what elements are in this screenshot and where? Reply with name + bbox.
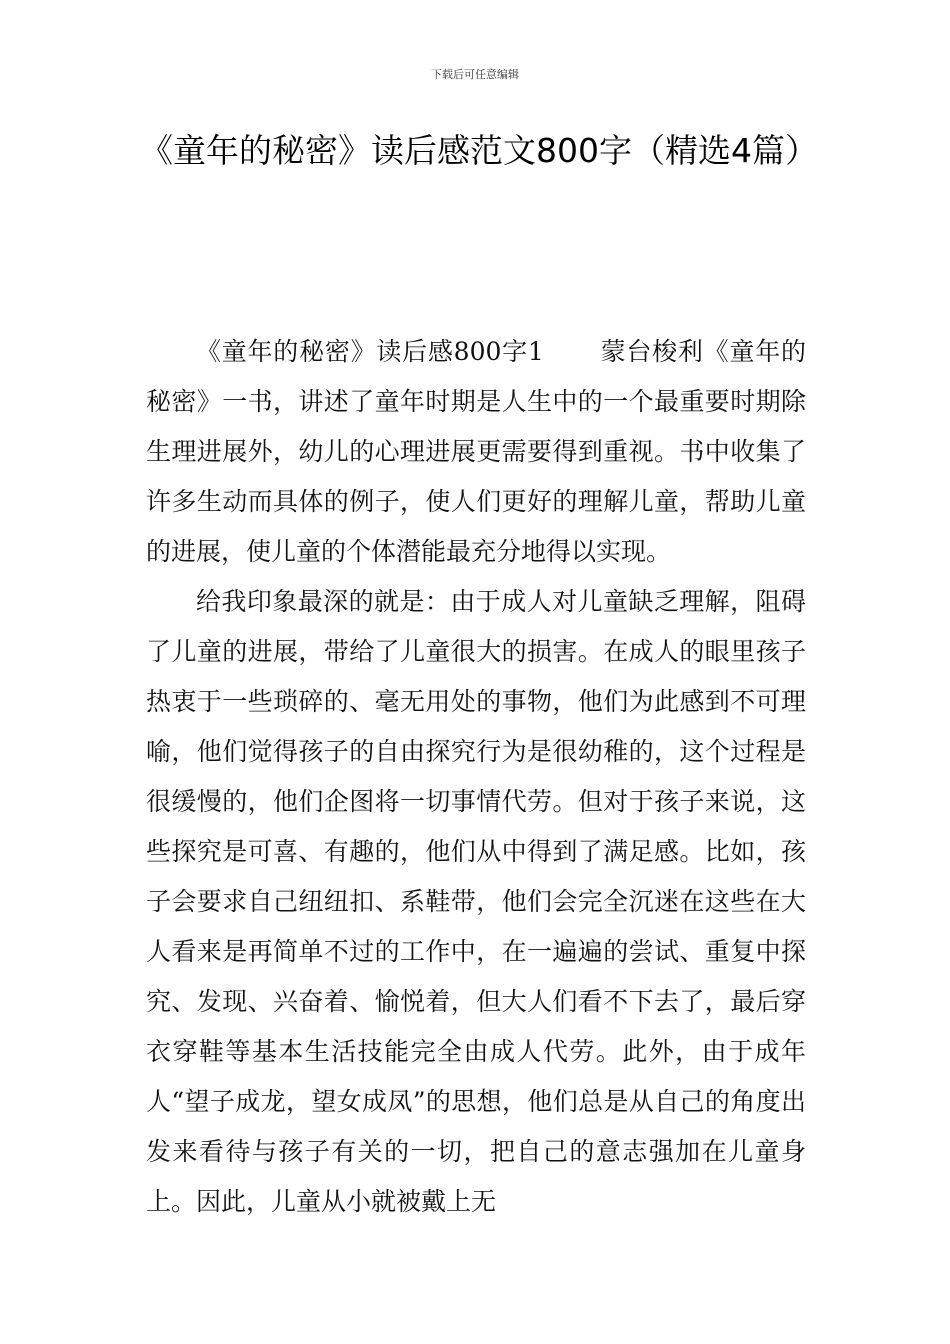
section-heading: 《童年的秘密》读后感800字1	[196, 337, 544, 366]
paragraph-1-text: 蒙台梭利《童年的秘密》一书，讲述了童年时期是人生中的一个最重要时期除生理进展外，幼儿的心理进展更需要得到重视。书中收集了许多生动而具体的例子，使人们更好的理解儿童，帮助儿童的进展，使儿童的个体潜能最充分地得以实现。	[146, 337, 806, 566]
document-title: 《童年的秘密》读后感范文800字（精选4篇）	[140, 131, 818, 170]
document-body	[146, 327, 806, 1227]
paragraph-2: 给我印象最深的就是：由于成人对儿童缺乏理解，阻碍了儿童的进展，带给了儿童很大的损害。在成人的眼里孩子热衷于一些琐碎的、毫无用处的事物，他们为此感到不可理喻，他们觉得孩子的自由探究行为是很幼稚的，这个过程是很缓慢的，他们企图将一切事情代劳。但对于孩子来说，这些探究是可喜、有趣的，他们从中得到了满足感。比如，孩子会要求自己纽纽扣、系鞋带，他们会完全沉迷在这些在大人看来是再简单不过的工作中，在一遍遍的尝试、重复中探究、发现、兴奋着、愉悦着，但大人们看不下去了，最后穿衣穿鞋等基本生活技能完全由成人代劳。此外，由于成年人“望子成龙，望女成凤”的思想，他们总是从自己的角度出发来看待与孩子有关的一切，把自己的意志强加在儿童身上。因此，儿童从小就被戴上无	[146, 587, 806, 1216]
header-note: 下载后可任意编辑	[431, 68, 519, 81]
paragraph-1	[146, 327, 806, 577]
